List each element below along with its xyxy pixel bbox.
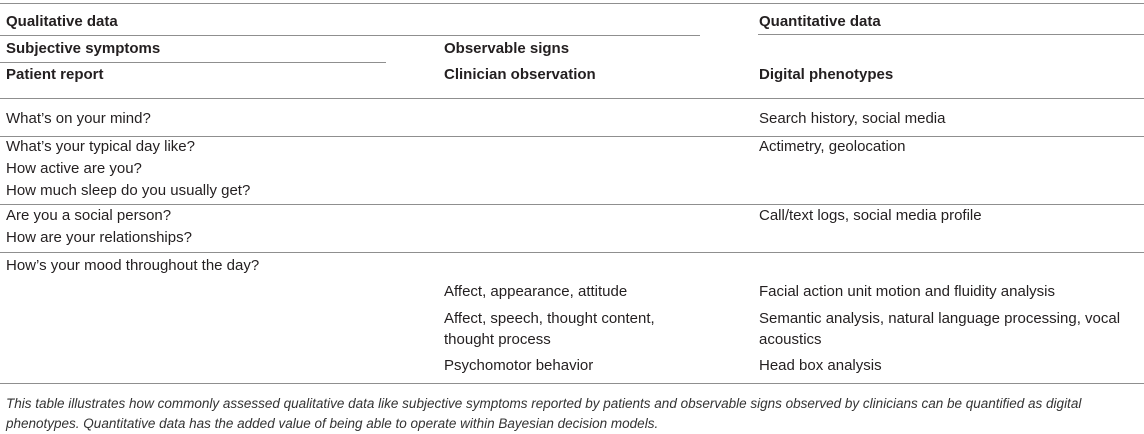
patient-report-cell: How much sleep do you usually get? [6, 182, 251, 199]
row-divider [0, 252, 1144, 253]
patient-report-cell: How active are you? [6, 160, 142, 177]
table-bottom-rule [0, 383, 1144, 384]
patient-report-cell: What’s on your mind? [6, 110, 151, 127]
patient-report-cell: Are you a social person? [6, 207, 172, 224]
clinician-observation-cell: Affect, appearance, attitude [444, 283, 628, 300]
header-patient-report: Patient report [6, 66, 104, 83]
header-digital-phenotypes: Digital phenotypes [759, 66, 894, 83]
header-bottom-rule [0, 98, 1144, 99]
qualitative-header-rule [0, 35, 700, 36]
patient-report-cell: How’s your mood throughout the day? [6, 257, 260, 274]
quantitative-header-rule [758, 34, 1144, 35]
digital-phenotype-cell: Search history, social media [759, 110, 946, 127]
clinician-observation-cell: Affect, speech, thought content, [444, 310, 655, 327]
clinician-observation-cell: thought process [444, 331, 551, 348]
digital-phenotype-cell: acoustics [759, 331, 822, 348]
header-subjective-symptoms: Subjective symptoms [6, 40, 161, 57]
digital-phenotype-cell: Semantic analysis, natural language processing, vocal [759, 310, 1121, 327]
patient-report-cell: How are your relationships? [6, 229, 192, 246]
digital-phenotype-cell: Call/text logs, social media profile [759, 207, 982, 224]
header-clinician-observation: Clinician observation [444, 66, 596, 83]
digital-phenotype-cell: Actimetry, geolocation [759, 138, 906, 155]
table-top-rule [0, 3, 1144, 4]
digital-phenotype-cell: Facial action unit motion and fluidity analysis [759, 283, 1055, 300]
row-divider [0, 204, 1144, 205]
header-quantitative-data: Quantitative data [759, 13, 881, 30]
subjective-header-rule [0, 62, 386, 63]
clinician-observation-cell: Psychomotor behavior [444, 357, 594, 374]
header-qualitative-data: Qualitative data [6, 13, 118, 30]
patient-report-cell: What’s your typical day like? [6, 138, 195, 155]
header-observable-signs: Observable signs [444, 40, 570, 57]
table-caption: This table illustrates how commonly assessed qualitative data like subjective symptoms reported by patients and observable signs observed by clinicians can be quantified as digital phenotypes. Quantitative data has the added value of being able to operate within Bayesian decision models. [6, 396, 1082, 431]
digital-phenotype-cell: Head box analysis [759, 357, 882, 374]
